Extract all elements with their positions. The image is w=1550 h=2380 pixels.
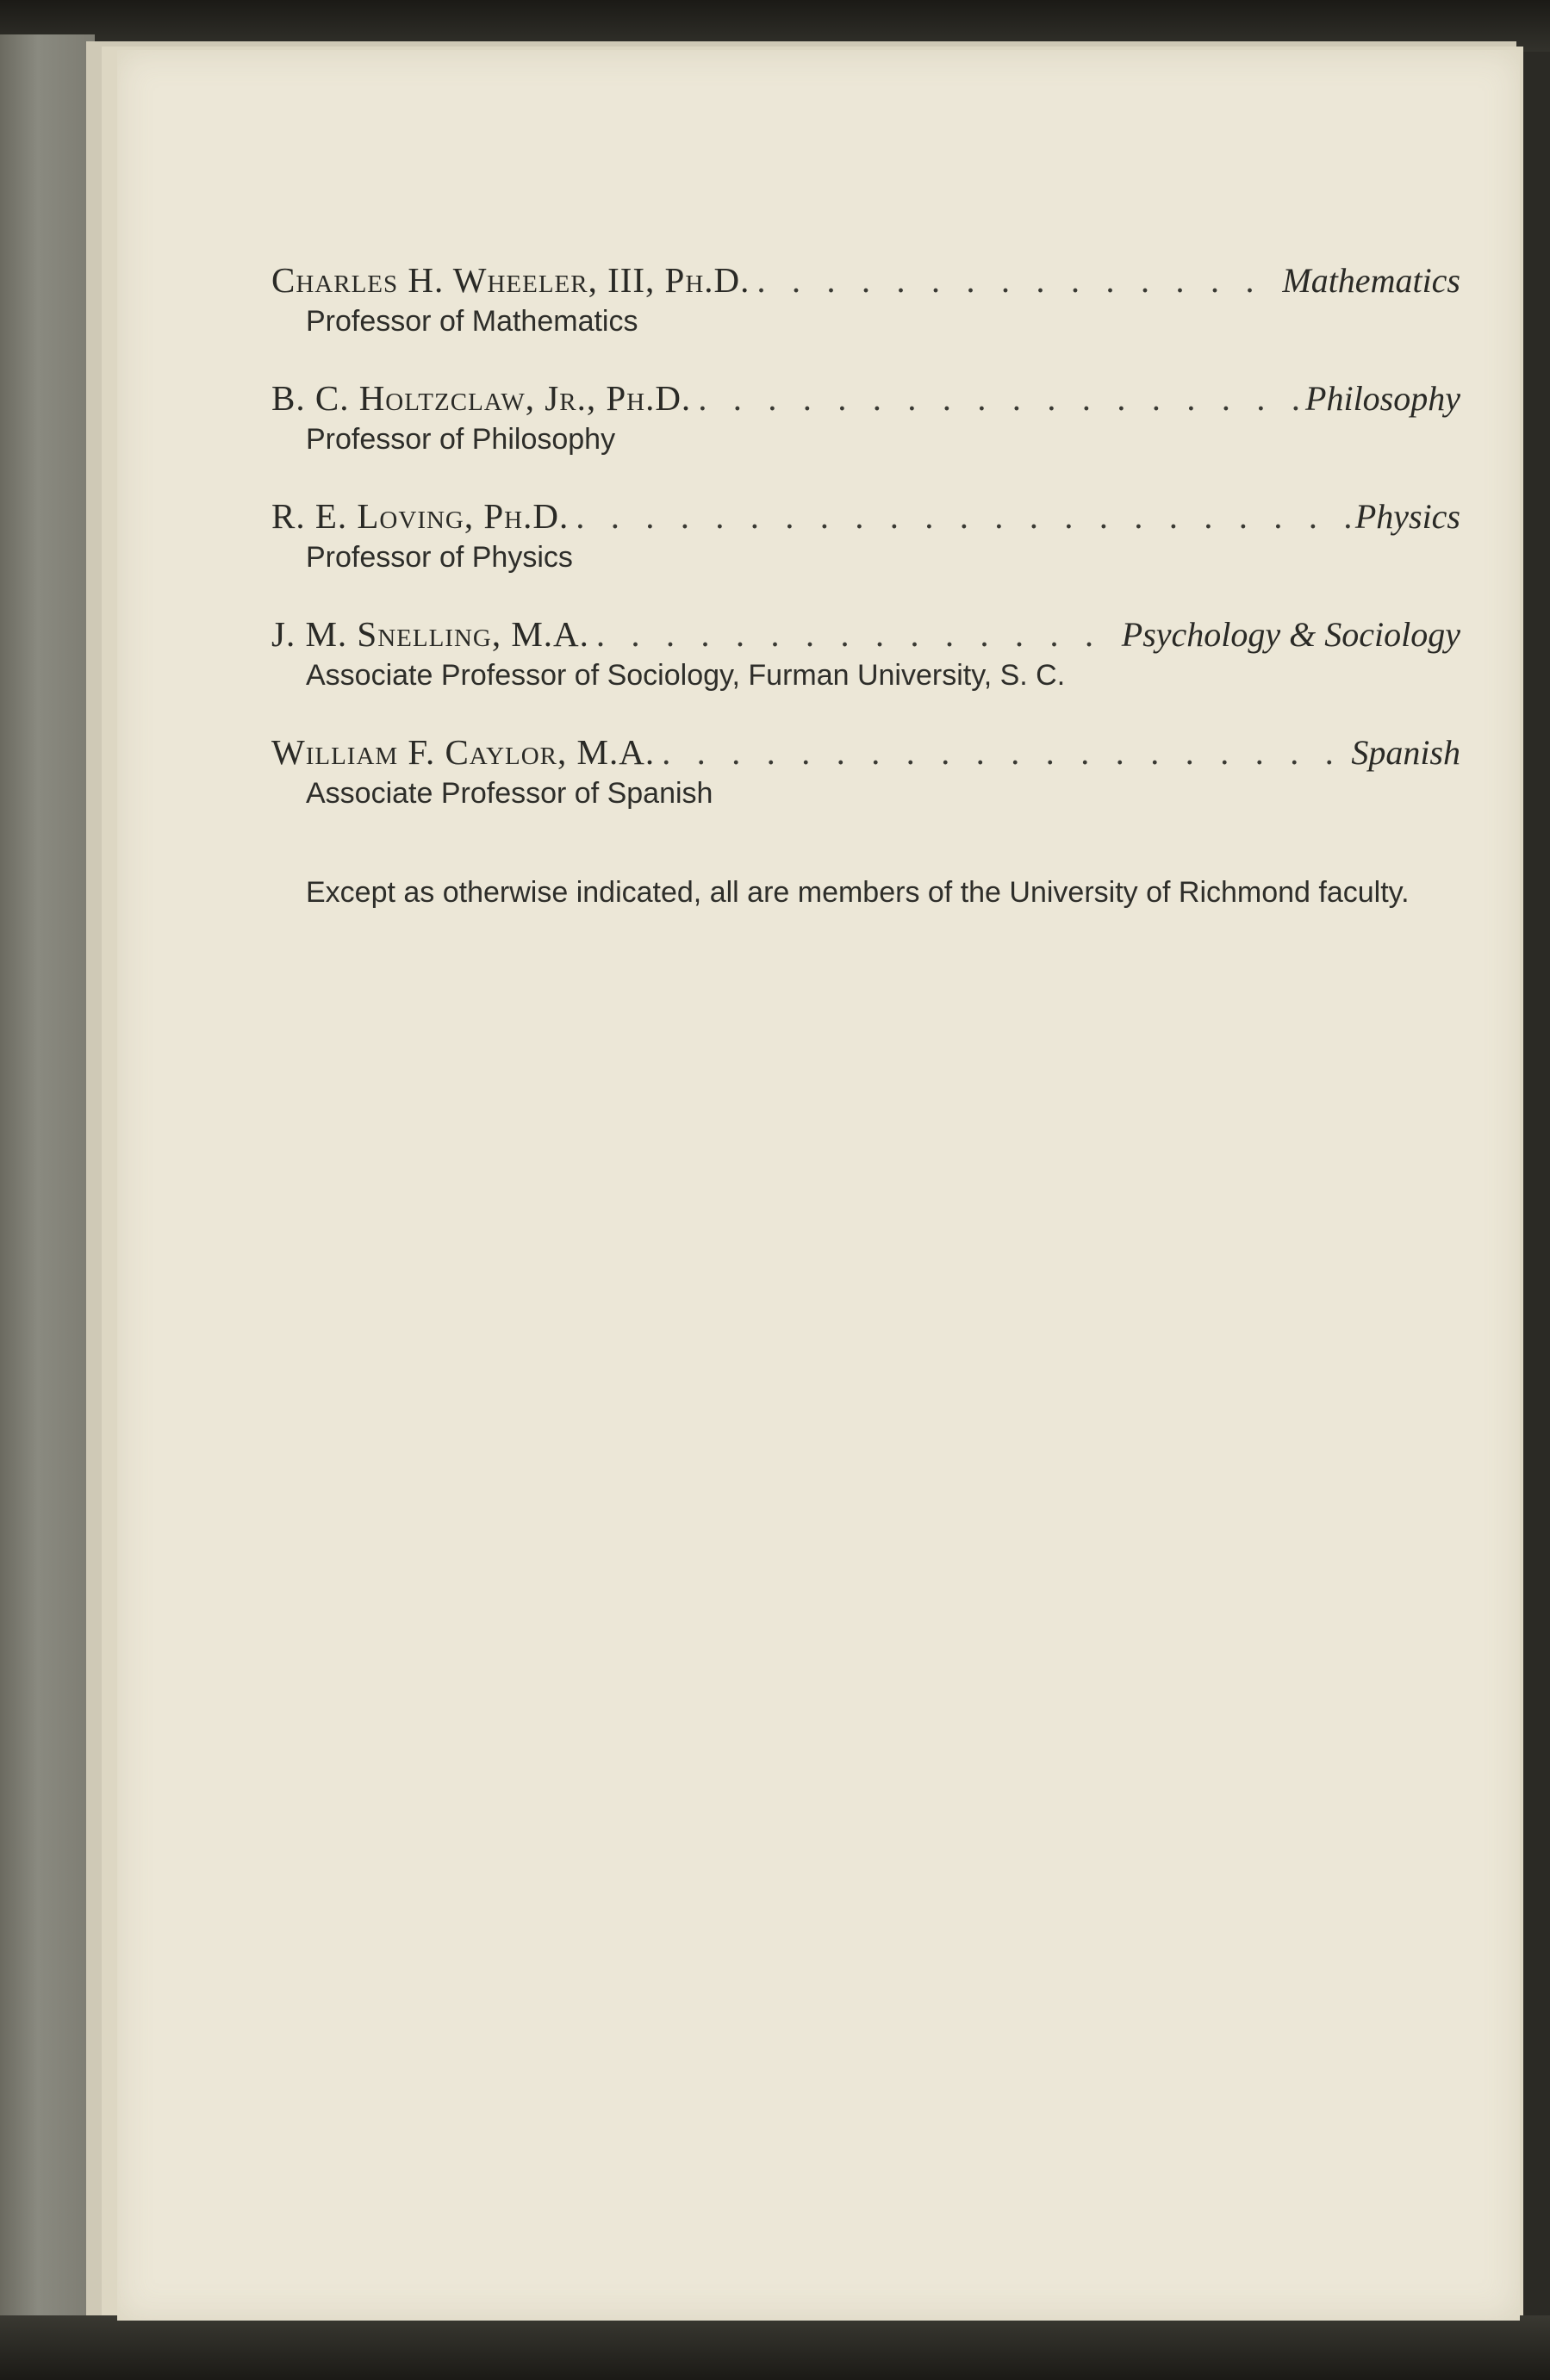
faculty-name: B. C. Holtzclaw, Jr., Ph.D. (271, 378, 692, 418)
faculty-title: Professor of Philosophy (306, 423, 616, 456)
faculty-name: J. M. Snelling, M.A. (271, 614, 589, 654)
faculty-entry (271, 730, 1460, 812)
dot-leader (655, 730, 1351, 774)
faculty-title: Professor of Physics (306, 541, 573, 574)
faculty-entry (271, 258, 1460, 340)
faculty-note: Except as otherwise indicated, all are members of the University of Richmond faculty. (306, 876, 1410, 909)
book-binding (0, 34, 95, 2326)
faculty-entry (271, 612, 1460, 694)
entry-heading (271, 376, 1460, 420)
department-name: Philosophy (1305, 379, 1460, 418)
faculty-name: Charles H. Wheeler, III, Ph.D. (271, 260, 750, 300)
faculty-title: Associate Professor of Spanish (306, 777, 713, 810)
faculty-title: Professor of Mathematics (306, 305, 638, 338)
dot-leader (691, 376, 1305, 419)
department-name: Physics (1354, 497, 1460, 536)
scan-frame-bottom (0, 2315, 1550, 2380)
entry-heading (271, 612, 1460, 656)
faculty-title: Associate Professor of Sociology, Furman University, S. C. (306, 659, 1066, 692)
entry-heading (271, 730, 1460, 774)
entry-heading (271, 494, 1460, 538)
faculty-entry (271, 494, 1460, 576)
faculty-name: R. E. Loving, Ph.D. (271, 496, 570, 536)
department-name: Psychology & Sociology (1121, 615, 1460, 654)
entry-heading (271, 258, 1460, 302)
department-name: Spanish (1351, 733, 1460, 772)
dot-leader (569, 494, 1355, 538)
department-name: Mathematics (1282, 261, 1460, 300)
dot-leader (589, 612, 1122, 656)
dot-leader (750, 258, 1282, 301)
faculty-entry (271, 376, 1460, 458)
faculty-name: William F. Caylor, M.A. (271, 732, 656, 772)
faculty-list (271, 258, 1460, 941)
